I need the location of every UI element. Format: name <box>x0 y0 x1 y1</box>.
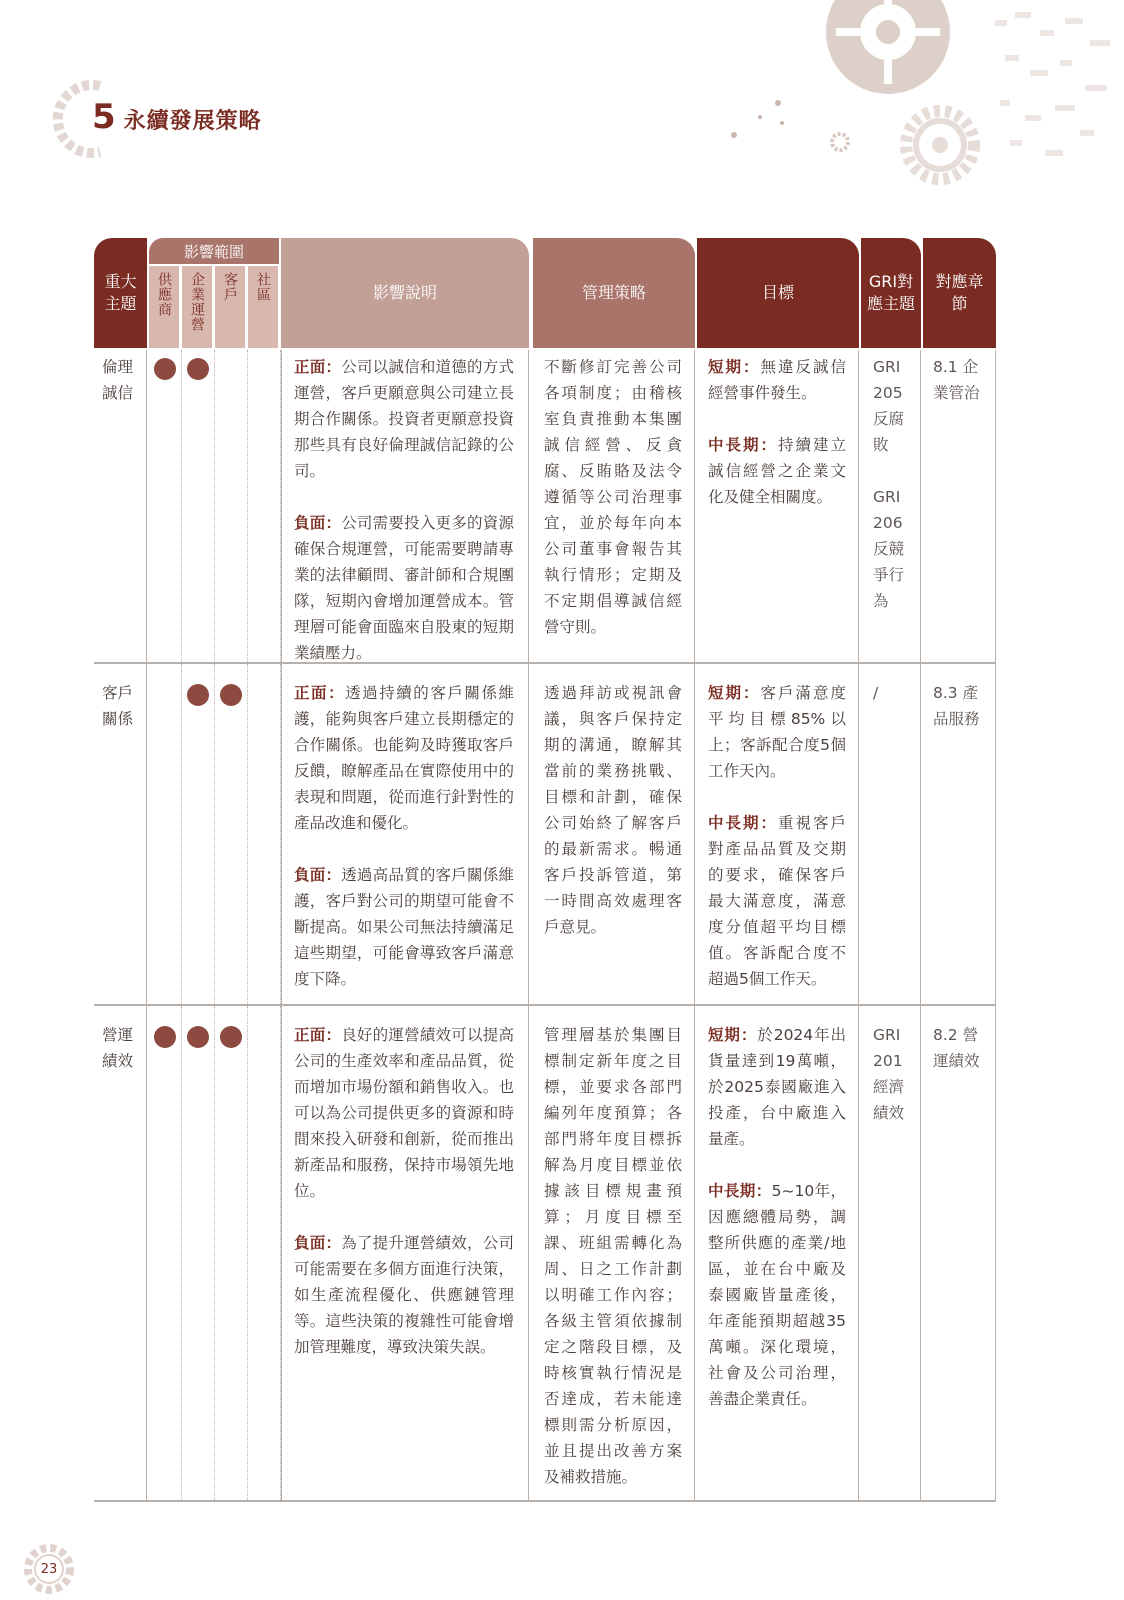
gear-icon <box>828 130 852 154</box>
scope-supplier <box>149 664 182 1004</box>
scope-operation <box>182 1006 215 1500</box>
gri-cell: GRI 205 反腐敗 GRI 206 反競爭行為 <box>861 350 921 662</box>
topic-cell: 營運績效 <box>94 1006 147 1500</box>
topic-cell: 倫理誠信 <box>94 350 147 662</box>
table-row <box>94 350 996 664</box>
strategy-cell: 不斷修訂完善公司各項制度；由稽核室負責推動本集團誠信經營、反貪腐、反賄賂及法令遵循等公司治理事宜，並於每年向本公司董事會報告其執行情形；定期及不定期倡導誠信經營守則。 <box>533 350 695 662</box>
scope-customer <box>215 664 248 1004</box>
goal-cell: 短期：於2024年出貨量達到19萬噸，於2025泰國廠進入投產，台中廠進入量產。 中長期：5~10年，因應總體局勢，調整所供應的產業/地區，並在台中廠及泰國廠皆量產後，年產能預期超越35萬噸。深化環境，社會及公司治理，善盡企業責任。 <box>697 1006 859 1500</box>
table-row <box>94 664 996 1006</box>
material-topics-table <box>94 238 996 1502</box>
header-goal: 目標 <box>697 238 859 348</box>
scope-customer <box>215 1006 248 1500</box>
chapter-cell: 8.2 營運績效 <box>923 1006 996 1500</box>
chapter-cell: 8.3 產品服務 <box>923 664 996 1004</box>
scope-customer <box>215 350 248 662</box>
scope-dot <box>220 684 242 706</box>
impact-cell: 正面：良好的運營績效可以提高公司的生產效率和產品品質，從而增加市場份額和銷售收入。也可以為公司提供更多的資源和時間來投入研發和創新，從而推出新產品和服務，保持市場領先地位。 負面：為了提升運營績效，公司可能需要在多個方面進行決策，如生產流程優化、供應鏈管理等。這些決策的複雜性可能會增加管理難度，導致決策失誤。 <box>281 1006 529 1500</box>
gri-cell: / <box>861 664 921 1004</box>
header-scope-supplier: 供應商 <box>149 266 179 348</box>
scope-dot <box>187 1026 209 1048</box>
topic-cell: 客戶關係 <box>94 664 147 1004</box>
scope-operation <box>182 664 215 1004</box>
header-scope-customer: 客戶 <box>215 266 245 348</box>
scope-operation <box>182 350 215 662</box>
impact-cell: 正面：透過持續的客戶關係維護，能夠與客戶建立長期穩定的合作關係。也能夠及時獲取客戶反饋，瞭解產品在實際使用中的表現和問題，從而進行針對性的產品改進和優化。 負面：透過高品質的客戶關係維護，客戶對公司的期望可能會不斷提高。如果公司無法持續滿足這些期望，可能會導致客戶滿意度下降。 <box>281 664 529 1004</box>
scope-supplier <box>149 350 182 662</box>
header-gri: GRI對應主題 <box>861 238 921 348</box>
goal-cell: 短期：客戶滿意度平均目標85%以上；客訴配合度5個工作天內。 中長期：重視客戶對產品品質及交期的要求，確保客戶最大滿意度，滿意度分值超平均目標值。客訴配合度不超過5個工作天。 <box>697 664 859 1004</box>
dots-pattern <box>985 0 1124 190</box>
scope-dot <box>154 1026 176 1048</box>
scope-dot <box>154 358 176 380</box>
header-scope-operation: 企業運營 <box>182 266 212 348</box>
table-header <box>94 238 996 348</box>
scope-supplier <box>149 1006 182 1500</box>
header-scope: 影響範圍 <box>149 238 279 264</box>
header-chapter: 對應章節 <box>923 238 996 348</box>
scope-community <box>248 1006 281 1500</box>
header-scope-community: 社區 <box>248 266 278 348</box>
chapter-cell: 8.1 企業管治 <box>923 350 996 662</box>
sparkle-dots <box>720 95 800 155</box>
scope-dot <box>220 1026 242 1048</box>
scope-community <box>248 664 281 1004</box>
header-topic: 重大主題 <box>94 238 147 348</box>
strategy-cell: 管理層基於集團目標制定新年度之目標，並要求各部門編列年度預算；各部門將年度目標拆解為月度目標並依據該目標規畫預算；月度目標至課、班組需轉化為周、日之工作計劃以明確工作內容；各級主管須依據制定之階段目標，及時核實執行情況是否達成，若未能達標則需分析原因，並且提出改善方案及補救措施。 <box>533 1006 695 1500</box>
gear-icon <box>895 100 985 190</box>
page-number: 23 <box>40 1561 58 1577</box>
impact-cell: 正面：公司以誠信和道德的方式運營，客戶更願意與公司建立長期合作關係。投資者更願意投資那些具有良好倫理誠信記錄的公司。 負面：公司需要投入更多的資源確保合規運營，可能需要聘請專業的法律顧問、審計師和合規團隊，短期內會增加運營成本。管理層可能會面臨來自股東的短期業績壓力。 <box>281 350 529 662</box>
chapter-title <box>92 97 262 137</box>
table-row <box>94 1006 996 1502</box>
scope-dot <box>187 358 209 380</box>
header-impact: 影響說明 <box>281 238 529 348</box>
strategy-cell: 透過拜訪或視訊會議，與客戶保持定期的溝通，瞭解其當前的業務挑戰、目標和計劃，確保公司始終了解客戶的最新需求。暢通客戶投訴管道，第一時間高效處理客戶意見。 <box>533 664 695 1004</box>
page-title: 永續發展策略 <box>123 109 262 134</box>
goal-cell: 短期：無違反誠信經營事件發生。 中長期：持續建立誠信經營之企業文化及健全相關度。 <box>697 350 859 662</box>
gri-cell: GRI 201 經濟績效 <box>861 1006 921 1500</box>
scope-dot <box>187 684 209 706</box>
scope-community <box>248 350 281 662</box>
chapter-number: 5 <box>92 97 116 137</box>
header-strategy: 管理策略 <box>533 238 695 348</box>
